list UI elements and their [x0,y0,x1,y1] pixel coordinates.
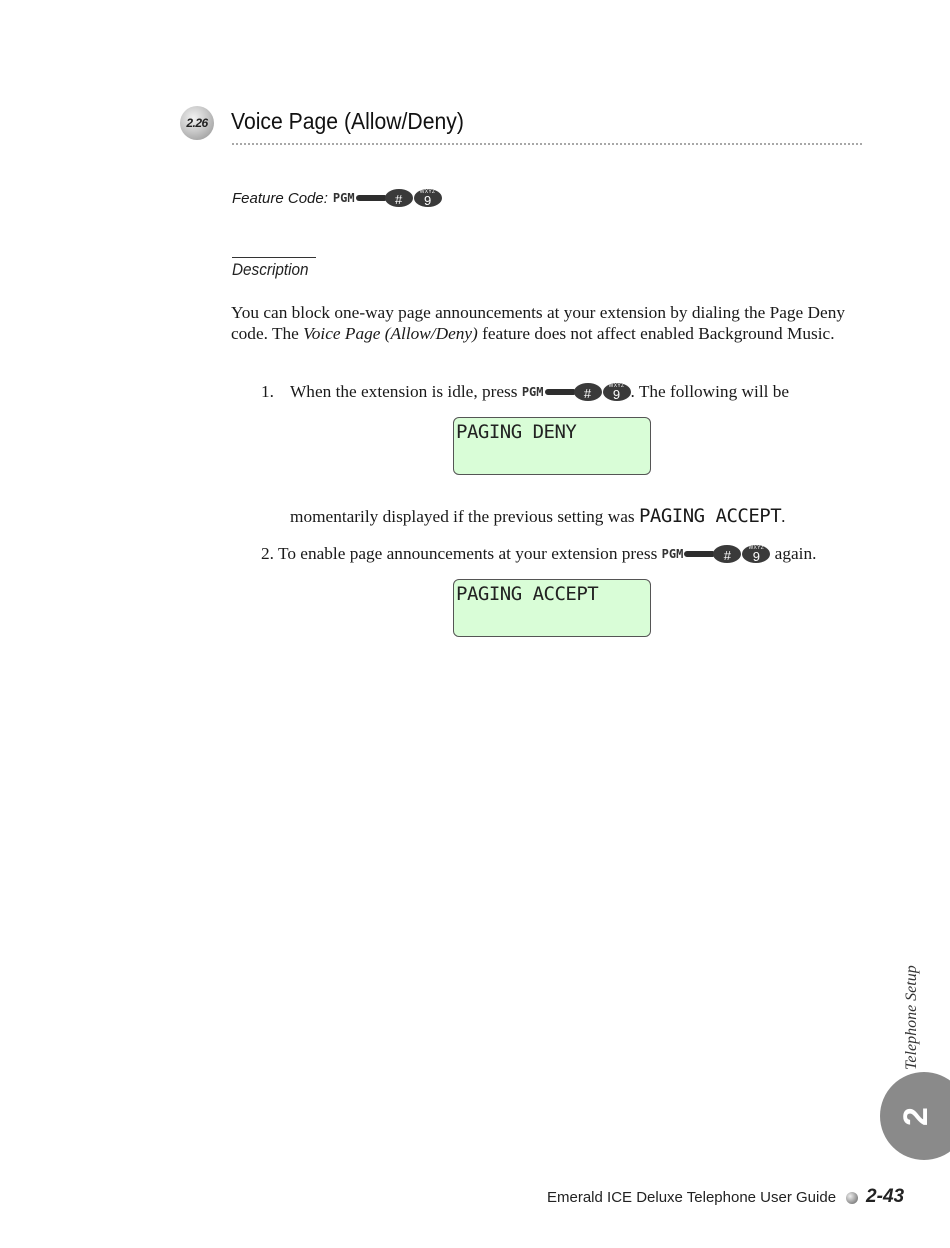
description-heading: Description [232,260,309,279]
handset-connector-icon [356,195,386,201]
feature-code-line [232,189,442,207]
step-2-key-sequence [662,545,771,563]
pgm-key-label: PGM [332,191,355,205]
lcd-display-paging-deny [453,417,651,475]
section-number: 2.26 [186,116,208,130]
section-title: Voice Page (Allow/Deny) [231,108,464,134]
bullet-ball-icon [846,1192,858,1204]
description-rule [232,257,316,258]
section-number-badge [180,106,214,140]
feature-name-italic: Voice Page (Allow/Deny) [303,323,478,343]
hash-key-icon: # [385,189,413,207]
step-1-number: 1. [261,382,274,401]
nine-key-icon: WXYZ 9 [603,383,631,401]
step-2-text: 2. To enable page announcements at your extension press [261,544,658,563]
handset-connector-icon [684,551,714,557]
step-1-text: When the extension is idle, press [290,382,518,401]
lcd-text: PAGING ACCEPT [456,583,599,605]
description-paragraph: You can block one-way page announcements at your extension by dialing the Page Deny code. The Voice Page (Allow/Deny) feature does not affect enabled Background Music. [231,303,845,343]
chapter-tab [880,1072,950,1160]
pgm-key-label: PGM [521,385,544,399]
step-2 [261,544,816,564]
step-2-after: again. [774,544,817,563]
lcd-display-paging-accept [453,579,651,637]
step-1 [261,382,789,402]
nine-key-icon: WXYZ 9 [414,189,442,207]
nine-key-icon: WXYZ 9 [742,545,770,563]
chapter-tab-number: 2 [896,1106,935,1126]
title-divider [232,143,862,145]
feature-code-key-sequence [333,189,442,207]
hash-key-icon: # [574,383,602,401]
chapter-tab-label: Telephone Setup [903,965,920,1070]
handset-connector-icon [545,389,575,395]
page-footer [547,1186,904,1208]
inline-lcd-text: PAGING ACCEPT [638,505,782,527]
guide-title: Emerald ICE Deluxe Telephone User Guide [547,1188,837,1206]
hash-key-icon: # [713,545,741,563]
feature-code-label: Feature Code: [232,189,328,207]
step-1-key-sequence [522,383,631,401]
step-1-continuation: momentarily displayed if the previous setting was PAGING ACCEPT. [290,505,786,527]
pgm-key-label: PGM [661,547,684,561]
lcd-text: PAGING DENY [456,421,577,443]
step-1-after: . The following will be [630,382,790,401]
page-number: 2-43 [866,1186,905,1207]
